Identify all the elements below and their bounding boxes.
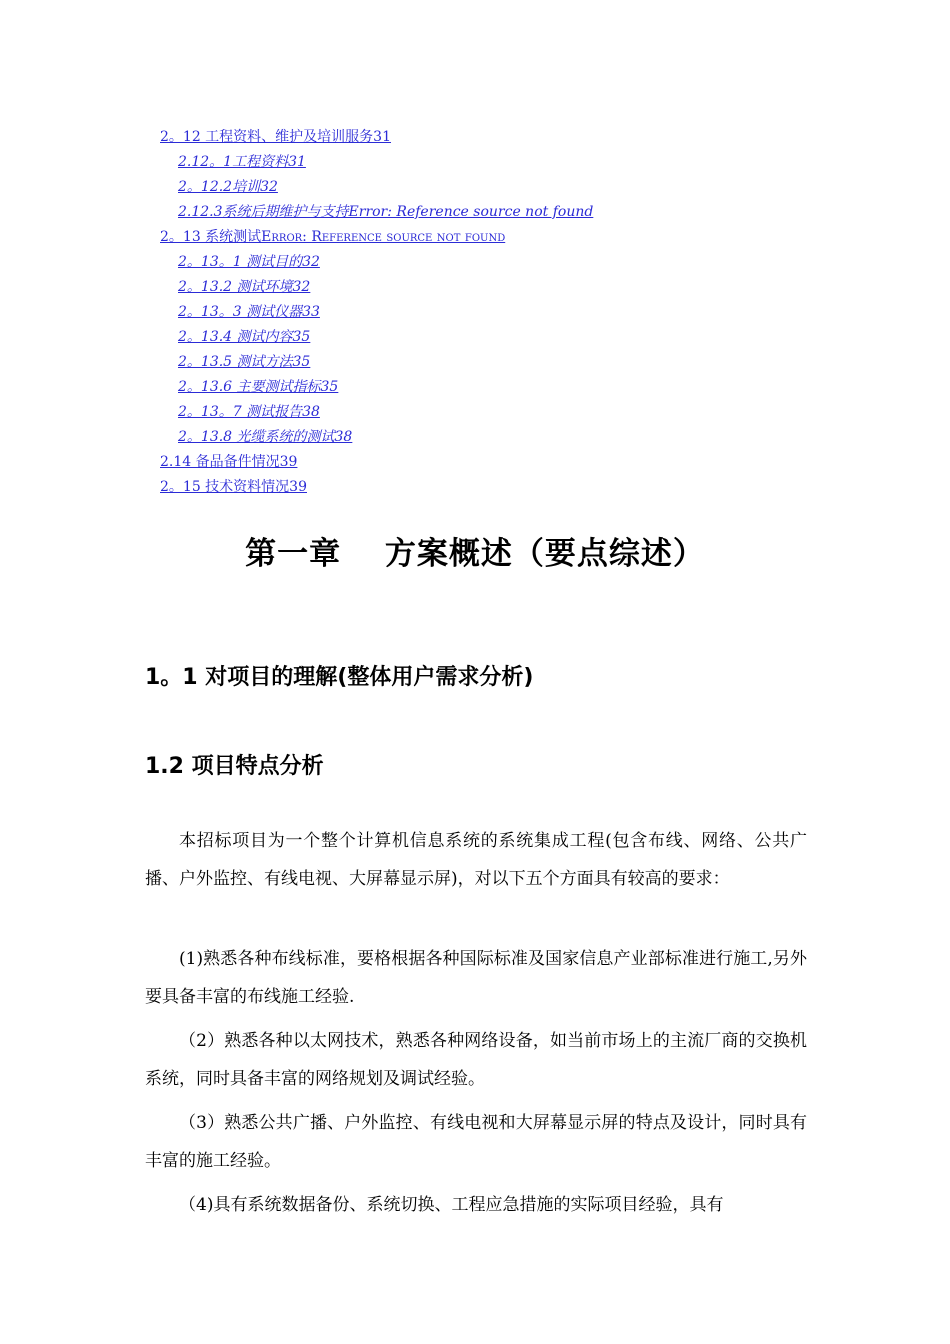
toc-entry[interactable] [178, 349, 310, 373]
toc-entry[interactable] [178, 174, 278, 198]
toc-entry[interactable] [160, 449, 297, 473]
toc-link[interactable]: 2。13.4 测试内容35 [178, 329, 311, 345]
paragraph [145, 1022, 807, 1098]
paragraph-text: (1)熟悉各种布线标准，要格根据各种国际标准及国家信息产业部标准进行施工,另外要具备丰富的布线施工经验. [145, 949, 807, 1007]
toc-link[interactable]: 2。13。7 测试报告38 [178, 404, 320, 420]
paragraph-text: （4)具有系统数据备份、系统切换、工程应急措施的实际项目经验，具有 [179, 1195, 724, 1215]
toc-link[interactable]: 2。13.2 测试环境32 [178, 279, 311, 295]
toc-entry[interactable] [160, 124, 391, 148]
toc-entry[interactable] [178, 324, 310, 348]
toc-link[interactable]: 2.14 备品备件情况39 [160, 454, 298, 470]
toc-link[interactable]: 2。13 系统测试Error: Reference source not found [160, 229, 506, 245]
paragraph-text: （3）熟悉公共广播、户外监控、有线电视和大屏幕显示屏的特点及设计，同时具有丰富的施工经验。 [145, 1113, 807, 1171]
paragraph [145, 1104, 807, 1180]
toc-link[interactable]: 2。15 技术资料情况39 [160, 479, 307, 495]
paragraph [145, 940, 807, 1016]
section-heading-1-1: 1。1 对项目的理解(整体用户需求分析) [145, 665, 534, 690]
toc-link[interactable]: 2。13.6 主要测试指标35 [178, 379, 339, 395]
chapter-title: 第一章 方案概述（要点综述） [245, 536, 705, 572]
paragraph-text: 本招标项目为一个整个计算机信息系统的系统集成工程(包含布线、网络、公共广播、户外监控、有线电视、大屏幕显示屏)，对以下五个方面具有较高的要求： [145, 831, 807, 889]
toc-entry[interactable] [178, 249, 320, 273]
toc-link[interactable]: 2。13.8 光缆系统的测试38 [178, 429, 353, 445]
toc-link[interactable]: 2。13.5 测试方法35 [178, 354, 311, 370]
toc-link[interactable]: 2。13。3 测试仪器33 [178, 304, 320, 320]
toc-link[interactable]: 2。13。1 测试目的32 [178, 254, 320, 270]
toc-entry[interactable] [160, 224, 505, 248]
toc-entry[interactable] [178, 199, 593, 223]
toc-link[interactable]: 2.12.3系统后期维护与支持Error: Reference source not found [178, 204, 594, 220]
toc-entry[interactable] [178, 299, 320, 323]
section-heading-1-2: 1.2 项目特点分析 [145, 754, 324, 779]
paragraph [145, 1186, 807, 1224]
toc-link[interactable]: 2。12.2培训32 [178, 179, 278, 195]
paragraph [145, 822, 807, 898]
toc-entry[interactable] [178, 424, 352, 448]
paragraph-text: （2）熟悉各种以太网技术，熟悉各种网络设备，如当前市场上的主流厂商的交换机系统，同时具备丰富的网络规划及调试经验。 [145, 1031, 807, 1089]
toc-entry[interactable] [178, 149, 306, 173]
toc-link[interactable]: 2.12。1工程资料31 [178, 154, 306, 170]
toc-entry[interactable] [178, 399, 320, 423]
toc-link[interactable]: 2。12 工程资料、维护及培训服务31 [160, 129, 391, 145]
toc-entry[interactable] [178, 374, 338, 398]
toc-entry[interactable] [160, 474, 307, 498]
toc-entry[interactable] [178, 274, 310, 298]
